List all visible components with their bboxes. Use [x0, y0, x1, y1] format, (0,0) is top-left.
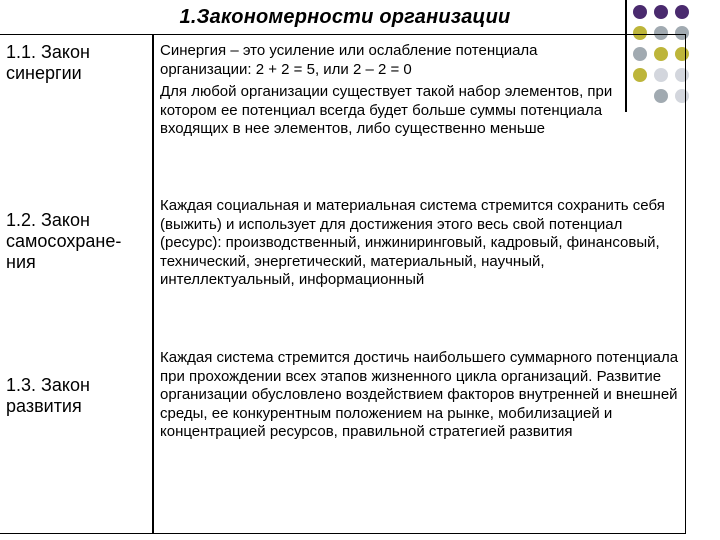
law-description-development [160, 349, 680, 442]
law-name-self-preservation: 1.2. Закон самосохране-ния [6, 210, 122, 272]
law-description-synergy [160, 42, 622, 139]
law-paragraph: Для любой организации существует такой набор элементов, при котором ее потенциал всегда будет больше суммы потенциала входящих в нее элементов, либо существенно меньше [160, 83, 613, 137]
law-name-development: 1.3. Закон развития [6, 375, 90, 416]
law-paragraph: Каждая система стремится достичь наибольшего суммарного потенциала при прохождении всех этапов жизненного цикла организаций. Развитие организации обусловлено воздействием факторов внутренней и внешней среды, ее конкурентным положением на рынке, мобилизацией и концентрацией ресурсов, правильной стратегией развития [160, 349, 679, 440]
decor-dot [633, 5, 647, 19]
decor-dot [675, 5, 689, 19]
column-divider [152, 34, 154, 534]
decor-dot [654, 5, 668, 19]
law-name-synergy: 1.1. Закон синергии [6, 42, 90, 83]
page-title: 1.Закономерности организации [179, 6, 511, 28]
law-description-self-preservation [160, 197, 680, 290]
law-paragraph: Синергия – это усиление или ослабление потенциала организации: 2 + 2 = 5, или 2 – 2 = 0 [160, 42, 538, 78]
law-paragraph: Каждая социальная и материальная система стремится сохранить себя (выжить) и использует для достижения этого весь свой потенциал (ресурс): производственный, инжиниринговый, кадровый, финансовый, технический, энергетический, материальный, научный, интеллектуальный, информационный [160, 197, 665, 288]
